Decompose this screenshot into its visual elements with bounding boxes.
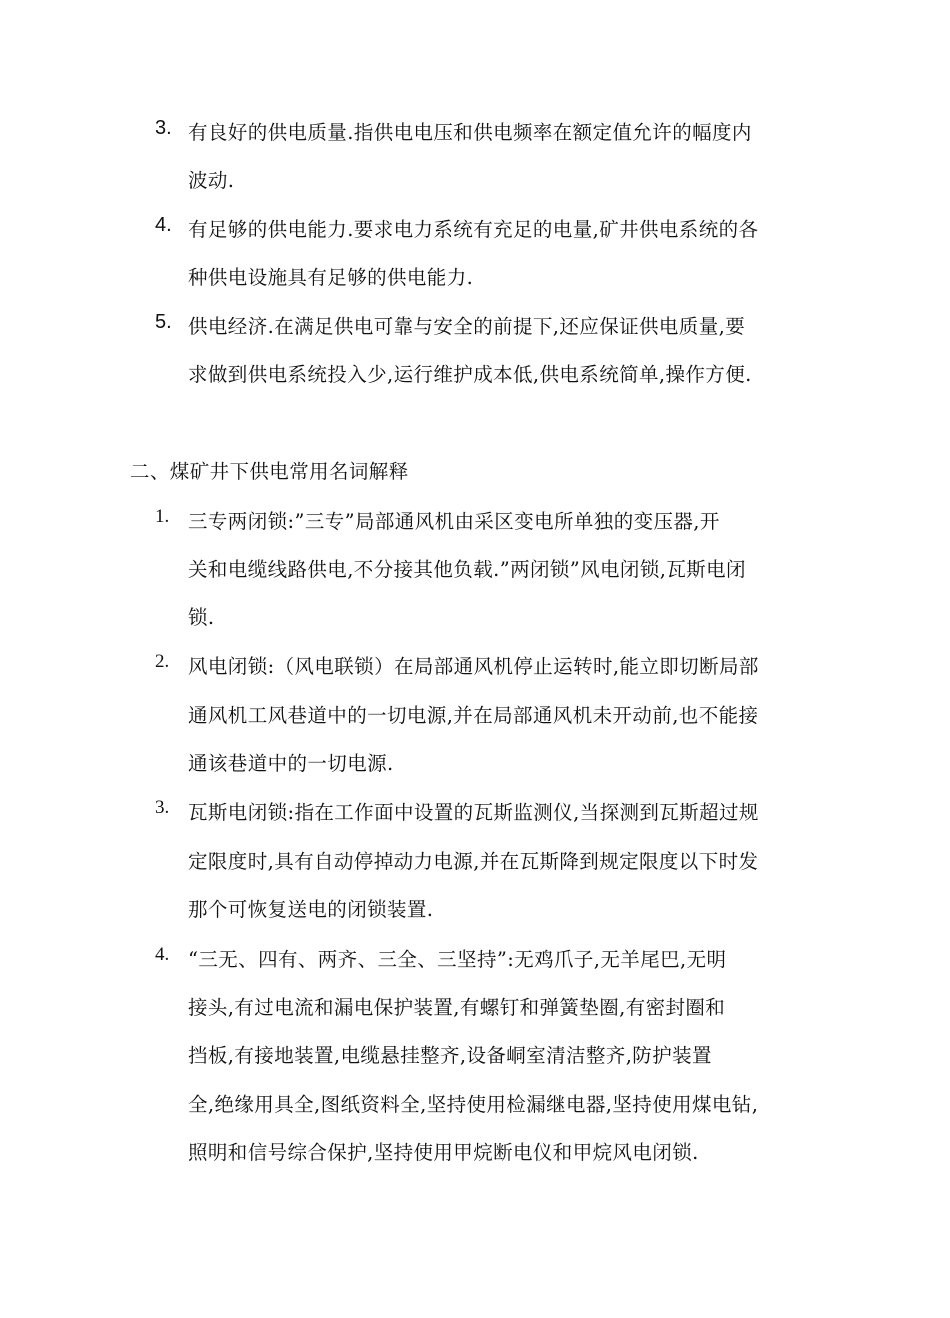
list-text-line: 供电经济.在满足供电可靠与安全的前提下,还应保证供电质量,要 [188,315,746,338]
list-number: 4. [155,214,172,236]
list-text-line: 定限度时,具有自动停掉动力电源,并在瓦斯降到规定限度以下时发 [188,850,759,873]
list-text-line: 通该巷道中的一切电源. [188,752,394,775]
list-text-line: 三专两闭锁:”三专”局部通风机由采区变电所单独的变压器,开 [188,510,720,533]
list-text-line: “三无、四有、两齐、三全、三坚持”:无鸡爪子,无羊尾巴,无明 [188,948,727,971]
list-number: 4. [155,944,170,965]
list-text-line: 接头,有过电流和漏电保护装置,有螺钉和弹簧垫圈,有密封圈和 [188,996,726,1019]
list-text-line: 风电闭锁:（风电联锁）在局部通风机停止运转时,能立即切断局部 [188,655,759,678]
list-text-line: 波动. [188,169,235,192]
list-text-line: 求做到供电系统投入少,运行维护成本低,供电系统简单,操作方便. [188,363,752,386]
list-text-line: 挡板,有接地装置,电缆悬挂整齐,设备峒室清洁整齐,防护装置 [188,1044,712,1067]
list-text-line: 瓦斯电闭锁:指在工作面中设置的瓦斯监测仪,当探测到瓦斯超过规 [188,801,759,824]
list-number: 3. [155,117,172,139]
list-text-line: 照明和信号综合保护,坚持使用甲烷断电仪和甲烷风电闭锁. [188,1141,699,1164]
list-number: 2. [155,651,170,672]
list-text-line: 种供电设施具有足够的供电能力. [188,266,474,289]
list-number: 1. [155,506,170,527]
list-number: 3. [155,797,170,818]
list-text-line: 全,绝缘用具全,图纸资料全,坚持使用检漏继电器,坚持使用煤电钻, [188,1093,759,1116]
list-text-line: 有足够的供电能力.要求电力系统有充足的电量,矿井供电系统的各 [188,218,759,241]
list-number: 5. [155,311,172,333]
list-text-line: 锁. [188,606,215,629]
list-text-line: 通风机工风巷道中的一切电源,并在局部通风机未开动前,也不能接 [188,704,759,727]
section-heading: 二、煤矿井下供电常用名词解释 [130,460,409,483]
list-text-line: 关和电缆线路供电,不分接其他负载.”两闭锁”风电闭锁,瓦斯电闭 [188,558,746,581]
list-text-line: 有良好的供电质量.指供电电压和供电频率在额定值允许的幅度内 [188,121,752,144]
list-text-line: 那个可恢复送电的闭锁装置. [188,898,434,921]
